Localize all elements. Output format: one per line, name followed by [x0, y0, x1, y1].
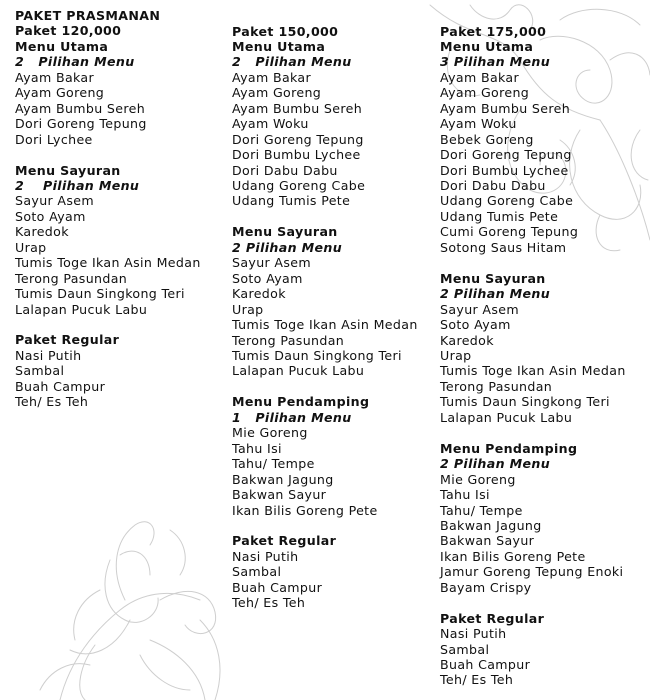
menu-item: Ayam Bumbu Sereh	[232, 100, 363, 116]
section-choice: 2 Pilihan Menu	[15, 177, 140, 193]
menu-item: Terong Pasundan	[232, 332, 345, 348]
menu-item: Tahu Isi	[440, 487, 490, 503]
section-title: Menu Utama	[15, 38, 109, 54]
menu-item: Tumis Toge Ikan Asin Medan	[15, 255, 201, 271]
menu-item: Tumis Daun Singkong Teri	[232, 348, 402, 363]
document-header: PAKET PRASMANAN	[15, 8, 161, 23]
menu-item: Tahu/ Tempe	[232, 456, 315, 472]
menu-item: Bebek Goreng	[440, 131, 534, 147]
menu-item: Buah Campur	[440, 657, 531, 673]
menu-item: Lalapan Pucuk Labu	[440, 409, 573, 425]
package-price: Paket 120,000	[15, 23, 122, 39]
menu-column-2	[232, 24, 418, 611]
menu-item: Sambal	[15, 363, 65, 379]
menu-item: Urap	[15, 239, 47, 255]
menu-item: Karedok	[15, 224, 69, 240]
menu-item: Lalapan Pucuk Labu	[15, 301, 148, 317]
menu-item: Buah Campur	[15, 378, 106, 394]
menu-item: Tahu Isi	[232, 440, 282, 456]
menu-item: Ayam Bakar	[232, 69, 312, 85]
menu-item: Urap	[232, 301, 264, 317]
package-price: Paket 175,000	[440, 23, 547, 39]
menu-item: Bayam Crispy	[440, 579, 532, 595]
menu-item: Tumis Toge Ikan Asin Medan	[232, 317, 418, 333]
menu-item: Dori Dabu Dabu	[440, 178, 546, 194]
menu-item: Udang Goreng Cabe	[232, 178, 366, 194]
menu-item: Sayur Asem	[232, 255, 312, 271]
menu-item: Ayam Woku	[232, 116, 309, 132]
section-title: Menu Utama	[232, 38, 326, 54]
menu-item: Nasi Putih	[440, 626, 507, 642]
section-choice: 3 Pilihan Menu	[440, 54, 551, 70]
menu-column-1	[15, 8, 201, 410]
menu-item: Ayam Goreng	[232, 85, 322, 101]
menu-item: Karedok	[232, 286, 286, 302]
menu-item: Dori Lychee	[15, 131, 93, 147]
section-choice: 1 Pilihan Menu	[232, 409, 352, 425]
menu-item: Tumis Daun Singkong Teri	[440, 394, 610, 410]
menu-item: Buah Campur	[232, 579, 323, 595]
menu-item: Soto Ayam	[232, 270, 303, 286]
menu-item: Bakwan Jagung	[440, 517, 542, 533]
section-choice: 2 Pilihan Menu	[15, 54, 135, 70]
menu-item: Udang Goreng Cabe	[440, 193, 574, 209]
menu-item: Cumi Goreng Tepung	[440, 224, 579, 240]
menu-item: Soto Ayam	[440, 317, 511, 333]
menu-item: Dori Goreng Tepung	[440, 147, 572, 163]
menu-item: Ayam Bakar	[15, 69, 95, 85]
menu-item: Soto Ayam	[15, 208, 86, 224]
menu-item: Tahu/ Tempe	[440, 502, 523, 518]
menu-item: Bakwan Sayur	[440, 533, 535, 549]
menu-item: Sayur Asem	[15, 193, 95, 209]
section-title: Menu Sayuran	[440, 270, 546, 286]
menu-item: Ikan Bilis Goreng Pete	[440, 548, 586, 564]
menu-item: Nasi Putih	[232, 548, 299, 564]
menu-item: Teh/ Es Teh	[15, 394, 89, 410]
menu-item: Sambal	[440, 641, 490, 657]
section-title: Paket Regular	[440, 610, 545, 626]
section-choice: 2 Pilihan Menu	[232, 54, 352, 70]
section-title: Menu Sayuran	[15, 162, 121, 178]
section-title: Paket Regular	[232, 533, 337, 549]
menu-item: Bakwan Sayur	[232, 487, 327, 503]
menu-item: Teh/ Es Teh	[440, 672, 514, 688]
menu-item: Terong Pasundan	[15, 270, 128, 286]
section-title: Menu Sayuran	[232, 224, 338, 240]
menu-item: Bakwan Jagung	[232, 471, 334, 487]
menu-item: Dori Goreng Tepung	[15, 116, 147, 132]
menu-item: Dori Goreng Tepung	[232, 131, 364, 147]
menu-item: Ayam Bumbu Sereh	[440, 100, 571, 116]
menu-item: Sayur Asem	[440, 301, 520, 317]
section-choice: 2 Pilihan Menu	[232, 239, 343, 255]
section-title: Paket Regular	[15, 332, 120, 348]
section-title: Menu Utama	[440, 38, 534, 54]
section-title: Menu Pendamping	[440, 440, 578, 456]
menu-item: Dori Dabu Dabu	[232, 162, 338, 178]
menu-item: Ayam Goreng	[15, 85, 105, 101]
menu-item: Jamur Goreng Tepung Enoki	[440, 564, 624, 580]
section-choice: 2 Pilihan Menu	[440, 286, 551, 302]
menu-item: Lalapan Pucuk Labu	[232, 363, 365, 379]
menu-item: Nasi Putih	[15, 347, 82, 363]
menu-item: Mie Goreng	[440, 471, 516, 487]
menu-column-3	[440, 24, 626, 688]
menu-item: Teh/ Es Teh	[232, 595, 306, 611]
menu-item: Dori Bumbu Lychee	[232, 147, 361, 163]
menu-item: Ayam Woku	[440, 116, 517, 132]
section-choice: 2 Pilihan Menu	[440, 456, 551, 472]
menu-item: Karedok	[440, 332, 494, 348]
menu-item: Ikan Bilis Goreng Pete	[232, 502, 378, 518]
menu-item: Ayam Bakar	[440, 69, 520, 85]
menu-item: Ayam Bumbu Sereh	[15, 100, 146, 116]
menu-item: Tumis Toge Ikan Asin Medan	[440, 363, 626, 379]
menu-item: Sambal	[232, 564, 282, 580]
menu-item: Udang Tumis Pete	[232, 193, 351, 209]
menu-item: Dori Bumbu Lychee	[440, 162, 569, 178]
menu-item: Urap	[440, 348, 472, 363]
section-title: Menu Pendamping	[232, 394, 370, 410]
menu-item: Sotong Saus Hitam	[440, 239, 567, 255]
package-price: Paket 150,000	[232, 23, 339, 39]
menu-item: Ayam Goreng	[440, 85, 530, 101]
menu-item: Terong Pasundan	[440, 378, 553, 394]
menu-item: Mie Goreng	[232, 425, 308, 441]
menu-item: Udang Tumis Pete	[440, 208, 559, 224]
menu-item: Tumis Daun Singkong Teri	[15, 286, 185, 302]
